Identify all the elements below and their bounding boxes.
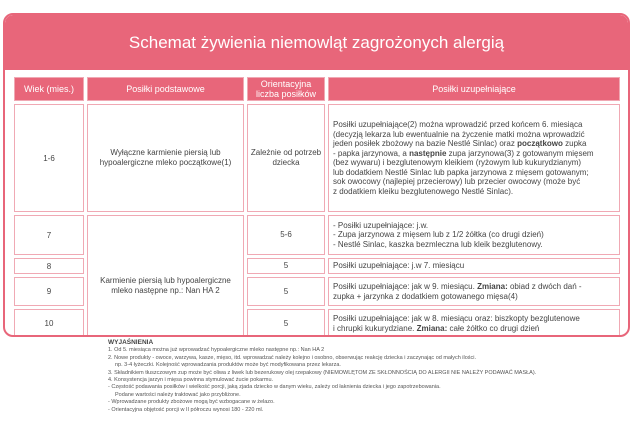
comp-line: Posiłki uzupełniające(2) można wprowadzić przed końcem 6. miesiąca — [333, 120, 583, 129]
comp-line: lub dodatkiem Nestlé Sinlac lub papka jarzynowa z mięsem gotowanym; — [333, 167, 589, 177]
legend-explanations — [108, 339, 608, 414]
comp-line: zupka + jarzynka z dodatkiem gotowanego mięsa(4) — [333, 291, 518, 301]
legend-line: - Orientacyjna objętość porcji w II półroczu wynosi 180 - 220 ml. — [108, 406, 264, 413]
table-row — [14, 215, 620, 255]
comp-emphasis: początkowo — [517, 139, 563, 148]
comp-line: Posiłki uzupełniające: jak w 9. miesiącu. — [333, 282, 475, 291]
legend-line: - Częstość podawania posiłków i wielkość porcji, jaką zjada dziecko w danym wieku, zależy od łaknienia dziecka i jego zapotrzebowania. — [108, 384, 441, 391]
comp-line: - Posiłki uzupełniające: j.w. — [333, 220, 429, 230]
meal-count-cell: Zależnie od potrzeb dziecka — [247, 104, 325, 212]
comp-line: Posiłki uzupełniające: jak w 8. miesiącu oraz: biszkopty bezglutenowe — [333, 314, 580, 323]
header-basic-meals: Posiłki podstawowe — [87, 77, 244, 101]
basic-meal-cell — [87, 104, 244, 212]
feeding-schedule-card — [3, 13, 630, 337]
header-age: Wiek (mies.) — [14, 77, 84, 101]
comp-line: zupa jarzynowa(3) z gotowanym mięsem — [448, 148, 594, 158]
legend-line: Podane wartości należy traktować jako przybliżone. — [115, 391, 241, 398]
comp-line: - Zupa jarzynowa z mięsem lub z 1/2 żółtka (co drugi dzień) — [333, 230, 544, 240]
comp-line: - Nestlé Sinlac, kaszka bezmleczna lub kleik bezglutenowy. — [333, 239, 543, 249]
comp-line: całe żółtko co drugi dzień — [449, 323, 540, 333]
comp-line: jeden posiłek zbożowy na bazie Nestlé Sinlac) oraz — [333, 139, 515, 148]
comp-line: - papka jarzynowa, a — [333, 148, 407, 158]
legend-line: 3. Składnikiem tłuszczowym zup może być oliwa z liwek lub bezerukowy olej rzepakowy (NIEMOWLĘTOM ZE SKŁONNOŚCIĄ DO ALERGII NIE NALEŻY PODAWAĆ MASŁA). — [108, 369, 537, 376]
comp-emphasis: następnie — [409, 148, 447, 158]
comp-line: sok owocowy (najlepiej przecierowy) lub przecier owocowy (może być — [333, 177, 581, 186]
basic-meal-cell — [87, 215, 244, 337]
legend-title: WYJAŚNIENIA — [108, 339, 154, 346]
meal-count-cell: 5 — [247, 277, 325, 306]
meal-count-cell: 5-6 — [247, 215, 325, 255]
basic-meal-text: Karmienie piersią lub hypoalergiczne mleko następne np.: Nan HA 2 — [100, 275, 231, 295]
feeding-table — [11, 74, 623, 337]
table-row — [14, 104, 620, 212]
legend-line: 2. Nowe produkty - owoce, warzywa, kasze, mięso, itd. wprowadzać należy kolejno i osobno, obserwując reakcję dziecka i zaczynając od małych ilości. — [108, 354, 477, 361]
meal-count-cell: 5 — [247, 258, 325, 274]
comp-line: zupka — [565, 139, 587, 148]
age-cell: 8 — [14, 258, 84, 274]
comp-line: z dodatkiem kleiku bezglutenowego Nestlé Sinlac). — [333, 186, 514, 196]
age-cell: 9 — [14, 277, 84, 306]
header-meal-count: Orientacyjna liczba posiłków — [247, 77, 325, 101]
table-header-row — [14, 77, 620, 101]
comp-line: (decyzją lekarza lub ewentualnie na życzenie matki można wprowadzić — [333, 129, 585, 139]
complementary-cell — [328, 258, 620, 274]
comp-emphasis: Zmiana: — [416, 323, 448, 333]
card-header — [5, 15, 628, 70]
complementary-cell — [328, 309, 620, 337]
complementary-cell — [328, 277, 620, 306]
basic-meal-text: Wyłączne karmienie piersią lub hypoalergiczne mleko początkowe(1) — [99, 148, 232, 167]
complementary-cell — [328, 215, 620, 255]
legend-line: - Wprowadzane produkty zbożowe mogą być wzbogacane w żelazo. — [108, 399, 275, 406]
comp-line: obiad z dwóch dań - — [509, 282, 582, 291]
meal-count-cell: 5 — [247, 309, 325, 337]
age-cell: 10 — [14, 309, 84, 337]
comp-line: (bez wywaru) i bezglutenowym kleikiem (ryżowym lub kukurydzianym) — [333, 158, 582, 167]
complementary-cell — [328, 104, 620, 212]
age-cell: 1-6 — [14, 104, 84, 212]
header-complementary-meals: Posiłki uzupełniające — [328, 77, 620, 101]
legend-line: 4. Konsystencja jarzyn i mięsa powinna stymulować żucie pokarmu. — [108, 377, 274, 384]
legend-line: 1. Od 5. miesiąca można już wprowadzać hypoalergiczne mleko następne np.: Nan HA 2 — [108, 347, 325, 354]
page-title: Schemat żywienia niemowląt zagrożonych alergią — [128, 32, 505, 52]
legend-line: np. 3-4 łyżeczki. Kolejność wprowadzania produktów może być modyfikowana przez lekarza. — [115, 362, 341, 369]
comp-line: Posiłki uzupełniające: j.w 7. miesiącu — [333, 261, 465, 271]
comp-line: i chrupki kukurydziane. — [333, 323, 415, 333]
age-cell: 7 — [14, 215, 84, 255]
comp-emphasis: Zmiana: — [477, 282, 508, 291]
